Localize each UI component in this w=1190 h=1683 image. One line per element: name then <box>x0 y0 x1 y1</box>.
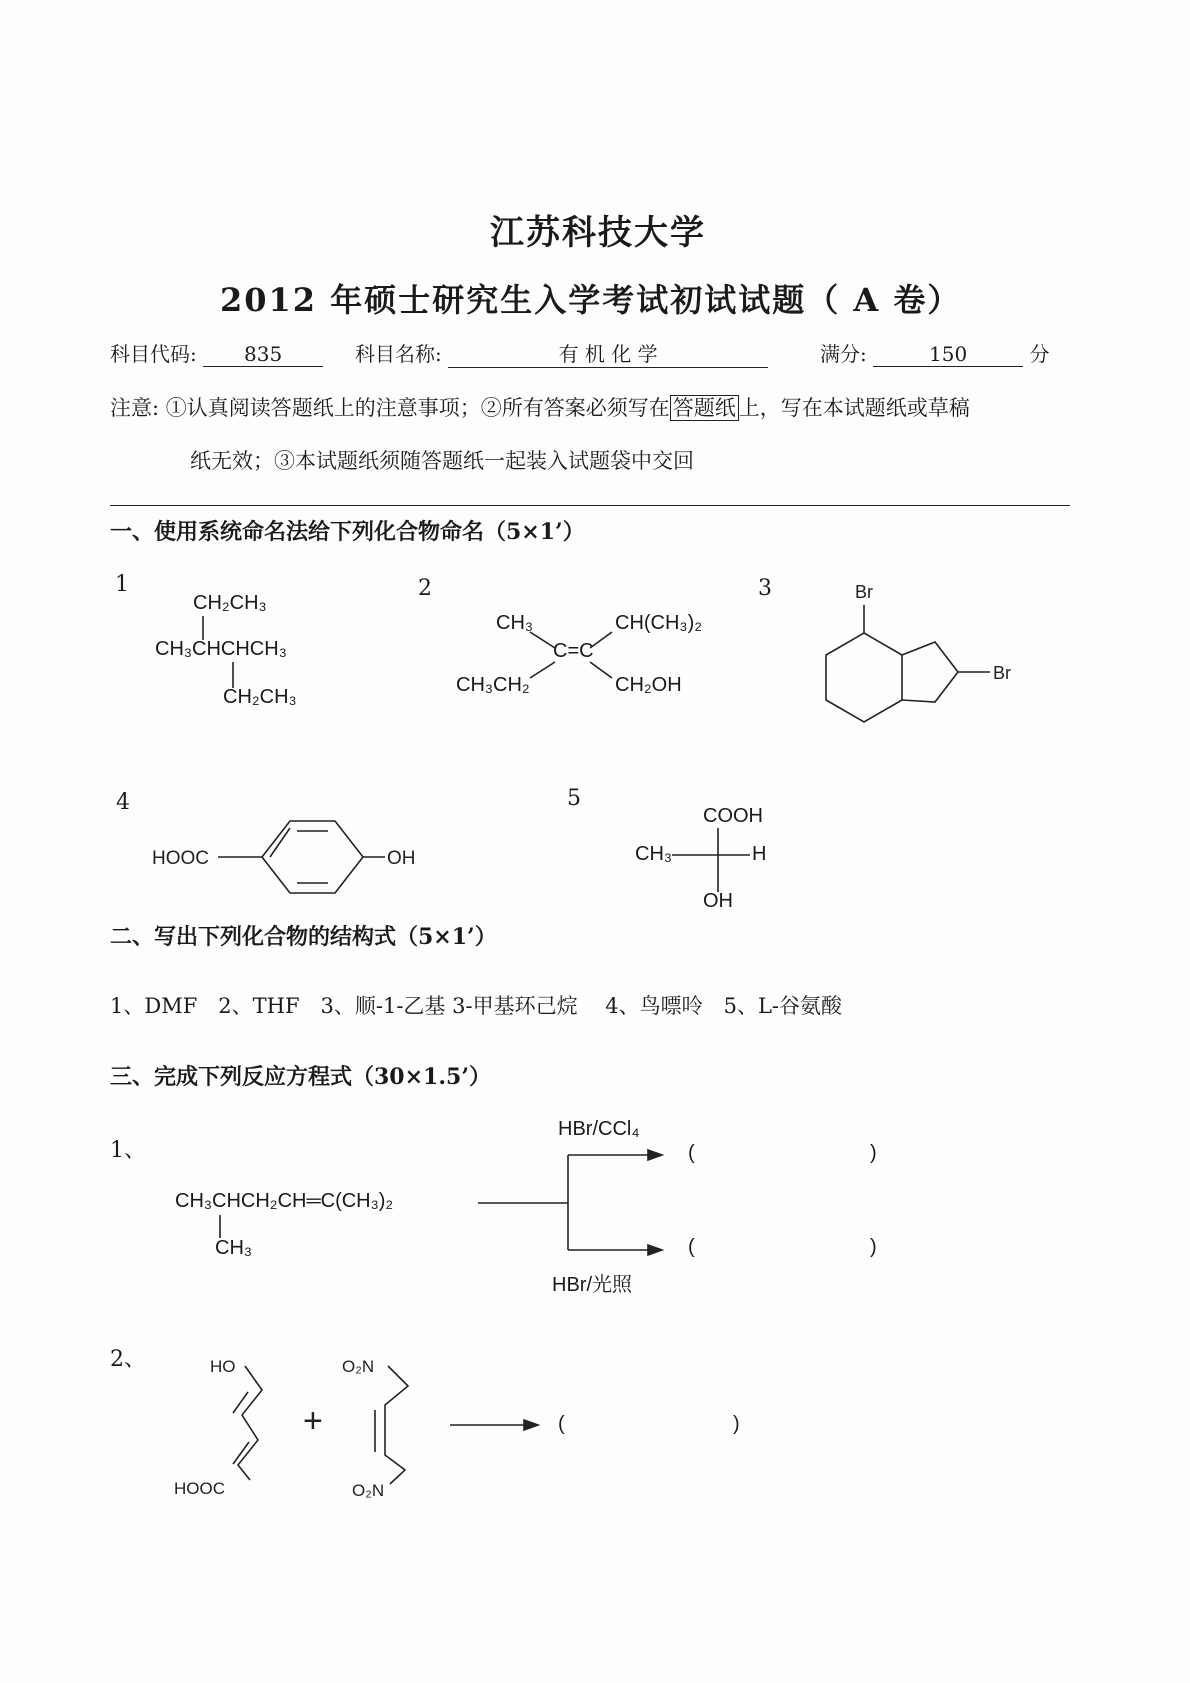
score-unit: 分 <box>1029 342 1050 366</box>
code-value: 835 <box>203 342 323 367</box>
r2-b-bottom: O₂N <box>352 1481 385 1500</box>
q4-left: HOOC <box>152 848 209 869</box>
r1-product-2-close: ) <box>870 1236 877 1258</box>
score-value: 150 <box>873 342 1023 367</box>
q2-top-right: CH(CH₃)₂ <box>615 612 703 634</box>
notice-text-a: 注意: ①认真阅读答题纸上的注意事项；②所有答案必须写在 <box>110 396 670 420</box>
q2-number: 2 <box>418 576 432 601</box>
r1-reagent-top: HBr/CCl₄ <box>558 1118 640 1140</box>
code-label: 科目代码: <box>110 342 197 366</box>
score-label: 满分: <box>820 342 867 366</box>
exam-title: 2012 年硕士研究生入学考试初试试题（ A 卷） <box>220 281 962 319</box>
q2-center: C=C <box>553 640 594 662</box>
q1-line-2: CH₃CHCHCH₃ <box>155 638 287 660</box>
notice-line-2: 纸无效；③本试题纸须随答题纸一起装入试题袋中交回 <box>190 449 694 473</box>
q4-number: 4 <box>116 790 130 815</box>
notice-boxed-word: 答题纸 <box>670 395 739 421</box>
q1-line-3: CH₂CH₃ <box>223 686 297 708</box>
r2-number: 2、 <box>110 1347 146 1372</box>
r1-reactant: CH₃CHCH₂CH═C(CH₃)₂ <box>175 1190 394 1212</box>
q4-right: OH <box>387 848 416 869</box>
r1-number: 1、 <box>110 1138 146 1163</box>
university-name: 江苏科技大学 <box>490 213 706 253</box>
r2-b-chain <box>385 1366 408 1484</box>
q5-top: COOH <box>703 805 763 827</box>
q5-left: CH₃ <box>635 843 673 865</box>
q3-br-right: Br <box>993 663 1011 683</box>
r2-b-top: O₂N <box>342 1357 375 1376</box>
r2-product-open: ( <box>558 1413 565 1435</box>
r2-plus: + <box>303 1402 323 1440</box>
q5-right: H <box>752 843 767 865</box>
q5-number: 5 <box>567 786 581 811</box>
r2-a-bottom: HOOC <box>174 1479 225 1498</box>
r1-branch: CH₃ <box>215 1237 253 1259</box>
q5-bottom: OH <box>703 890 733 912</box>
q2-bottom-right: CH₂OH <box>615 674 682 696</box>
q1-number: 1 <box>115 572 129 597</box>
section-2-title: 二、写出下列化合物的结构式（5×1’） <box>110 924 497 950</box>
r1-product-1-close: ) <box>870 1142 877 1164</box>
notice-text-b: 上，写在本试题纸或草稿 <box>738 396 970 420</box>
r2-a-chain <box>238 1366 262 1480</box>
q1-line-1: CH₂CH₃ <box>193 592 267 614</box>
name-label: 科目名称: <box>355 342 442 366</box>
q2-top-left: CH₃ <box>496 612 534 634</box>
r1-product-1-open: ( <box>688 1142 695 1164</box>
name-value: 有 机 化 学 <box>448 338 768 368</box>
q3-number: 3 <box>758 576 772 601</box>
section-3-title: 三、完成下列反应方程式（30×1.5’） <box>110 1064 491 1090</box>
r2-a-top: HO <box>210 1357 236 1376</box>
q2-bottom-left: CH₃CH₂ <box>456 674 530 696</box>
r1-product-2-open: ( <box>688 1236 695 1258</box>
r2-arrowhead <box>524 1420 538 1430</box>
r2-product-close: ) <box>733 1413 740 1435</box>
section-1-title: 一、使用系统命名法给下列化合物命名（5×1’） <box>110 519 585 545</box>
section-2-items: 1、DMF 2、THF 3、顺-1-乙基 3-甲基环己烷 4、鸟嘌呤 5、L-谷氨酸 <box>110 994 843 1018</box>
r1-reagent-bottom: HBr/光照 <box>552 1274 632 1296</box>
q3-br-top: Br <box>855 582 873 602</box>
